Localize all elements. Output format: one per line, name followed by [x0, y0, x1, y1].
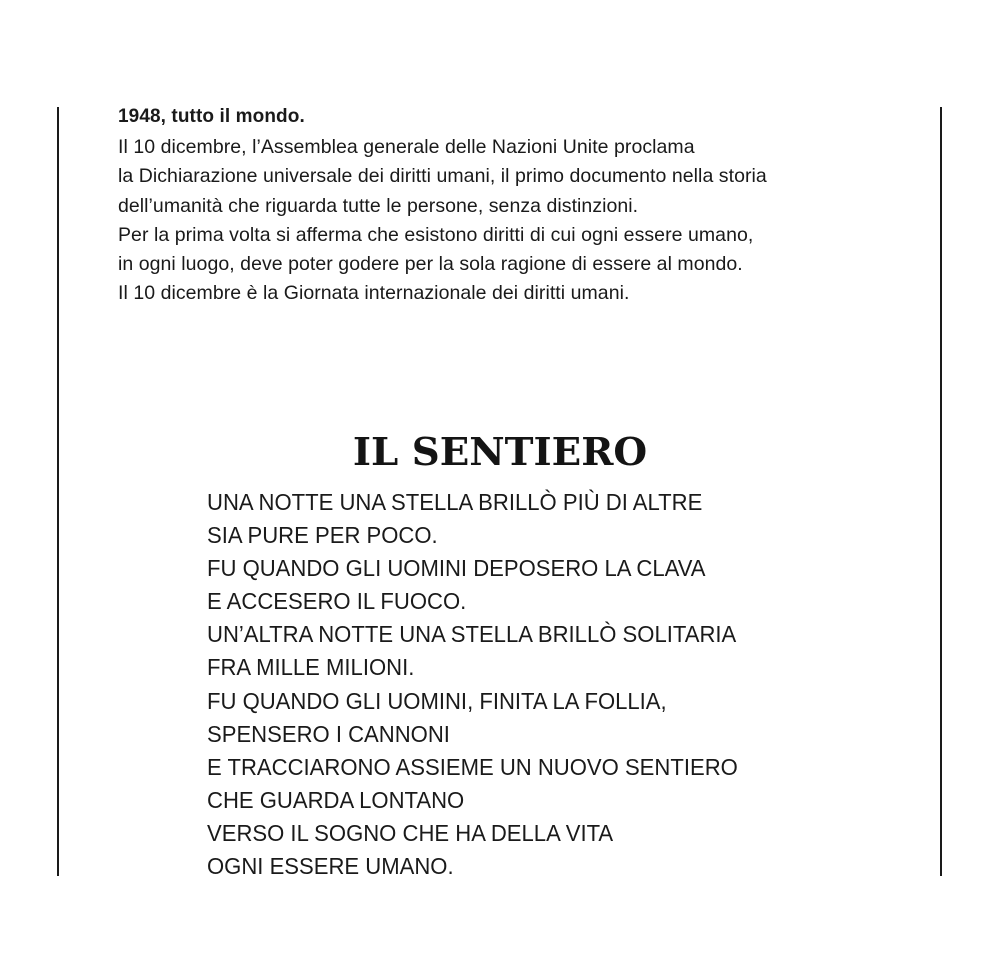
poem-line: UN’ALTRA NOTTE UNA STELLA BRILLÒ SOLITARIA [207, 621, 737, 648]
poem-body [207, 486, 927, 883]
intro-line: Il 10 dicembre è la Giornata internazionale dei diritti umani. [118, 282, 630, 305]
intro-line: Per la prima volta si afferma che esistono diritti di cui ogni essere umano, [118, 223, 754, 246]
poem-line: VERSO IL SOGNO CHE HA DELLA VITA [207, 819, 614, 846]
poem-line: E TRACCIARONO ASSIEME UN NUOVO SENTIERO [207, 753, 738, 780]
poem-line: CHE GUARDA LONTANO [207, 786, 465, 813]
poem-line: E ACCESERO IL FUOCO. [207, 588, 467, 615]
intro-line: in ogni luogo, deve poter godere per la sola ragione di essere al mondo. [118, 253, 743, 276]
intro-line: Il 10 dicembre, l’Assemblea generale delle Nazioni Unite proclama [118, 136, 695, 158]
intro-section [118, 102, 918, 309]
poem-line: FRA MILLE MILIONI. [207, 654, 415, 681]
intro-line: la Dichiarazione universale dei diritti umani, il primo documento nella storia [118, 165, 767, 188]
poem-line: UNA NOTTE UNA STELLA BRILLÒ PIÙ DI ALTRE [207, 489, 703, 515]
poem-line: FU QUANDO GLI UOMINI DEPOSERO LA CLAVA [207, 555, 706, 582]
right-margin-rule [940, 107, 942, 876]
intro-line: dell’umanità che riguarda tutte le persone, senza distinzioni. [118, 194, 639, 217]
poem-title: IL SENTIERO [352, 429, 648, 474]
poem-line: OGNI ESSERE UMANO. [207, 853, 454, 880]
poem-line: SPENSERO I CANNONI [207, 720, 450, 747]
poem-line: FU QUANDO GLI UOMINI, FINITA LA FOLLIA, [207, 687, 667, 714]
intro-heading: 1948, tutto il mondo. [118, 106, 305, 127]
poem-line: SIA PURE PER POCO. [207, 522, 438, 549]
left-margin-rule [57, 107, 59, 876]
